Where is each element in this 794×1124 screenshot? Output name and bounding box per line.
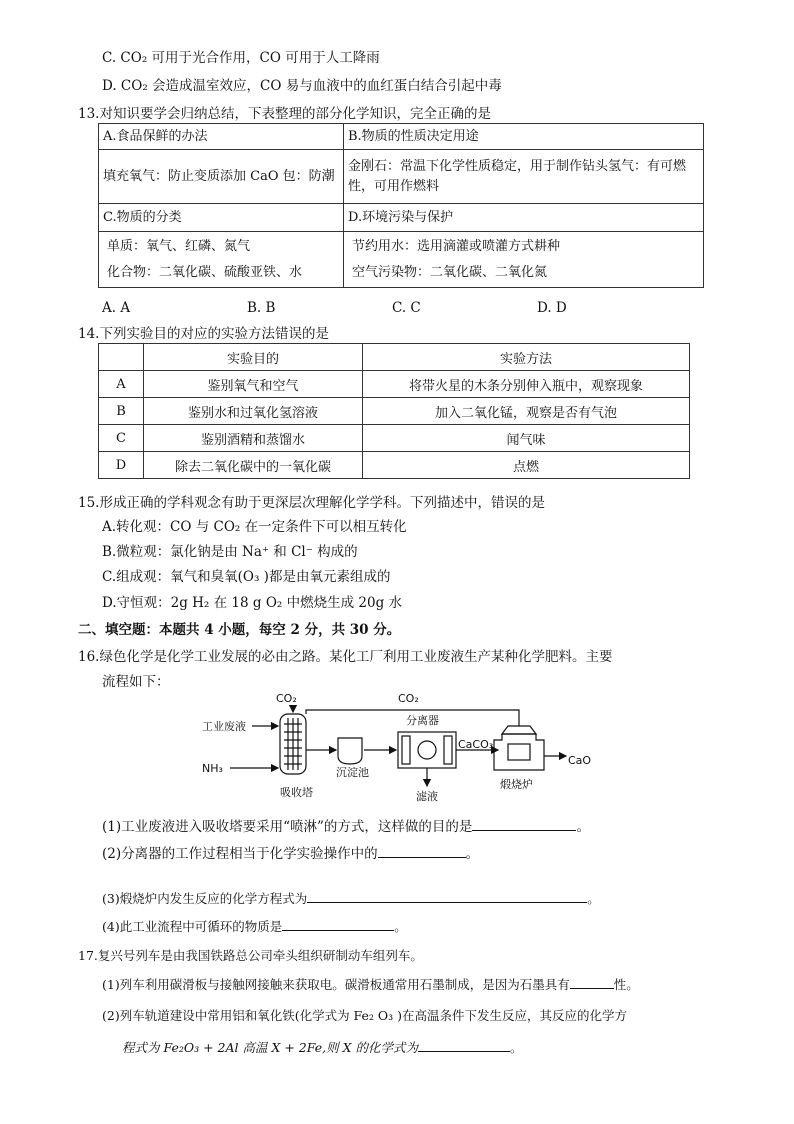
- q13-b-head: B.物质的性质决定用途: [344, 124, 704, 150]
- q16-part2: [102, 843, 479, 864]
- q16-stem-line1: 16.绿色化学是化学工业发展的必由之路。某化工厂利用工业废液生产某种化学肥料。主要: [78, 649, 613, 665]
- q14-header-method: 实验方法: [363, 344, 690, 371]
- q16-answer-3[interactable]: [307, 888, 587, 903]
- q14-row-method: 加入二氧化锰，观察是否有气泡: [363, 398, 690, 425]
- q17-part2-text: 程式为 Fe₂O₃ + 2Al 高温 X + 2Fe,则 X 的化学式为: [122, 1040, 418, 1055]
- calcining-furnace: [494, 734, 544, 770]
- q16-part4: [102, 916, 407, 937]
- q13-c-body-2: 化合物：二氧化碳、硫酸亚铁、水: [107, 264, 303, 280]
- q16-stem-line2: 流程如下：: [102, 674, 170, 690]
- q17-part1-tail: 性。: [613, 977, 639, 992]
- q16-part4-end: 。: [394, 919, 407, 934]
- q17-answer-1[interactable]: [570, 974, 614, 989]
- q13-stem: 13.对知识要学会归纳总结，下表整理的部分化学知识，完全正确的是: [78, 106, 491, 122]
- q16-answer-4[interactable]: [282, 916, 394, 931]
- q16-answer-2[interactable]: [378, 843, 466, 858]
- q14-row-label: B: [99, 398, 144, 425]
- q14-row-purpose: 除去二氧化碳中的一氧化碳: [144, 452, 363, 479]
- diagram-label-separator: 分离器: [406, 714, 439, 727]
- q17-stem: 17.复兴号列车是由我国铁路总公司牵头组织研制动车组列车。: [78, 948, 423, 963]
- section-two-heading: 二、填空题：本题共 4 小题，每空 2 分，共 30 分。: [78, 622, 401, 638]
- diagram-label-furnace: 煅烧炉: [500, 778, 533, 791]
- q14-row-purpose: 鉴别酒精和蒸馏水: [144, 425, 363, 452]
- q15-option-a[interactable]: A.转化观：CO 与 CO₂ 在一定条件下可以相互转化: [102, 519, 407, 535]
- q14-row-purpose: 鉴别水和过氧化氢溶液: [144, 398, 363, 425]
- diagram-label-nh3: NH₃: [202, 762, 223, 775]
- settling-tank: [338, 738, 362, 764]
- diagram-label-co2-top: CO₂: [276, 692, 297, 705]
- q14-row-label: A: [99, 371, 144, 398]
- q17-part1-text: (1)列车利用碳滑板与接触网接触来获取电。碳滑板通常用石墨制成，是因为石墨具有: [102, 977, 570, 992]
- q13-b-body: 金刚石：常温下化学性质稳定，用于制作钻头氢气：有可燃性，可用作燃料: [344, 150, 704, 204]
- q17-answer-2[interactable]: [418, 1037, 510, 1052]
- q14-row-method: 将带火星的木条分别伸入瓶中，观察现象: [363, 371, 690, 398]
- q13-choice-d[interactable]: D. D: [537, 300, 567, 316]
- q16-part3-text: (3)煅烧炉内发生反应的化学方程式为: [102, 891, 308, 906]
- q13-c-body-1: 单质：氧气、红磷、氮气: [107, 238, 251, 254]
- q17-part1: [102, 974, 639, 995]
- q13-a-head: A.食品保鲜的办法: [99, 124, 344, 150]
- q15-stem: 15.形成正确的学科观念有助于更深层次理解化学学科。下列描述中，错误的是: [78, 495, 545, 511]
- table-row: [99, 398, 690, 425]
- q12-option-c: C. CO₂ 可用于光合作用，CO 可用于人工降雨: [102, 50, 380, 66]
- q15-option-c[interactable]: C.组成观：氧气和臭氧(O₃ )都是由氧元素组成的: [102, 569, 391, 585]
- q13-d-head: D.环境污染与保护: [344, 204, 704, 232]
- table-row: [99, 425, 690, 452]
- q16-part1-end: 。: [576, 819, 590, 835]
- q16-answer-1[interactable]: [472, 816, 576, 831]
- q14-header-blank: [99, 344, 144, 371]
- q16-part3-end: 。: [587, 891, 600, 906]
- q13-a-body: 填充氧气：防止变质添加 CaO 包：防潮: [99, 150, 344, 204]
- q14-row-method: 点燃: [363, 452, 690, 479]
- q13-d-body-1: 节约用水：选用滴灌或喷灌方式耕种: [352, 238, 561, 254]
- table-row: [99, 371, 690, 398]
- q12-option-d: D. CO₂ 会造成温室效应，CO 易与血液中的血红蛋白结合引起中毒: [102, 78, 502, 94]
- q16-part1: [102, 816, 590, 837]
- q16-part1-text: (1)工业废液进入吸收塔要采用“喷淋”的方式，这样做的目的是: [102, 819, 473, 835]
- q13-choice-c[interactable]: C. C: [392, 300, 421, 316]
- q17-part2-line2: [122, 1037, 522, 1058]
- q13-c-head: C.物质的分类: [99, 204, 344, 232]
- diagram-label-caco3: CaCO₃: [458, 738, 494, 751]
- diagram-label-co2-return: CO₂: [398, 692, 419, 705]
- q14-row-label: C: [99, 425, 144, 452]
- q17-part2-line1: (2)列车轨道建设中常用铝和氧化铁(化学式为 Fe₂ O₃ )在高温条件下发生反应，其反应的化学方: [102, 1008, 628, 1023]
- q13-table: [98, 123, 704, 288]
- q16-process-diagram: [190, 690, 610, 810]
- diagram-label-settle: 沉淀池: [336, 766, 369, 779]
- q17-part2-end: 。: [509, 1040, 523, 1055]
- diagram-label-cao: CaO: [568, 754, 592, 767]
- q16-part4-text: (4)此工业流程中可循环的物质是: [102, 919, 283, 934]
- q16-part2-text: (2)分离器的工作过程相当于化学实验操作中的: [102, 846, 378, 862]
- q14-row-method: 闻气味: [363, 425, 690, 452]
- diagram-label-absorber: 吸收塔: [280, 786, 313, 799]
- q15-option-d[interactable]: D.守恒观：2g H₂ 在 18 g O₂ 中燃烧生成 20g 水: [102, 595, 402, 611]
- q13-d-body-2: 空气污染物：二氧化碳、二氧化氮: [352, 264, 548, 280]
- q14-row-label: D: [99, 452, 144, 479]
- q14-stem: 14.下列实验目的对应的实验方法错误的是: [78, 326, 329, 342]
- q14-table: [98, 343, 690, 479]
- q14-row-purpose: 鉴别氧气和空气: [144, 371, 363, 398]
- diagram-label-filtrate: 滤液: [416, 790, 438, 803]
- q16-part3: [102, 888, 600, 909]
- separator-box: [398, 732, 456, 768]
- q14-header-purpose: 实验目的: [144, 344, 363, 371]
- q15-option-b[interactable]: B.微粒观：氯化钠是由 Na⁺ 和 Cl⁻ 构成的: [102, 544, 358, 560]
- q16-part2-end: 。: [465, 846, 480, 862]
- q13-choice-a[interactable]: A. A: [102, 300, 131, 316]
- diagram-label-waste: 工业废液: [202, 720, 246, 733]
- q13-choice-b[interactable]: B. B: [247, 300, 276, 316]
- q13-choices: [102, 298, 682, 318]
- table-row: [99, 452, 690, 479]
